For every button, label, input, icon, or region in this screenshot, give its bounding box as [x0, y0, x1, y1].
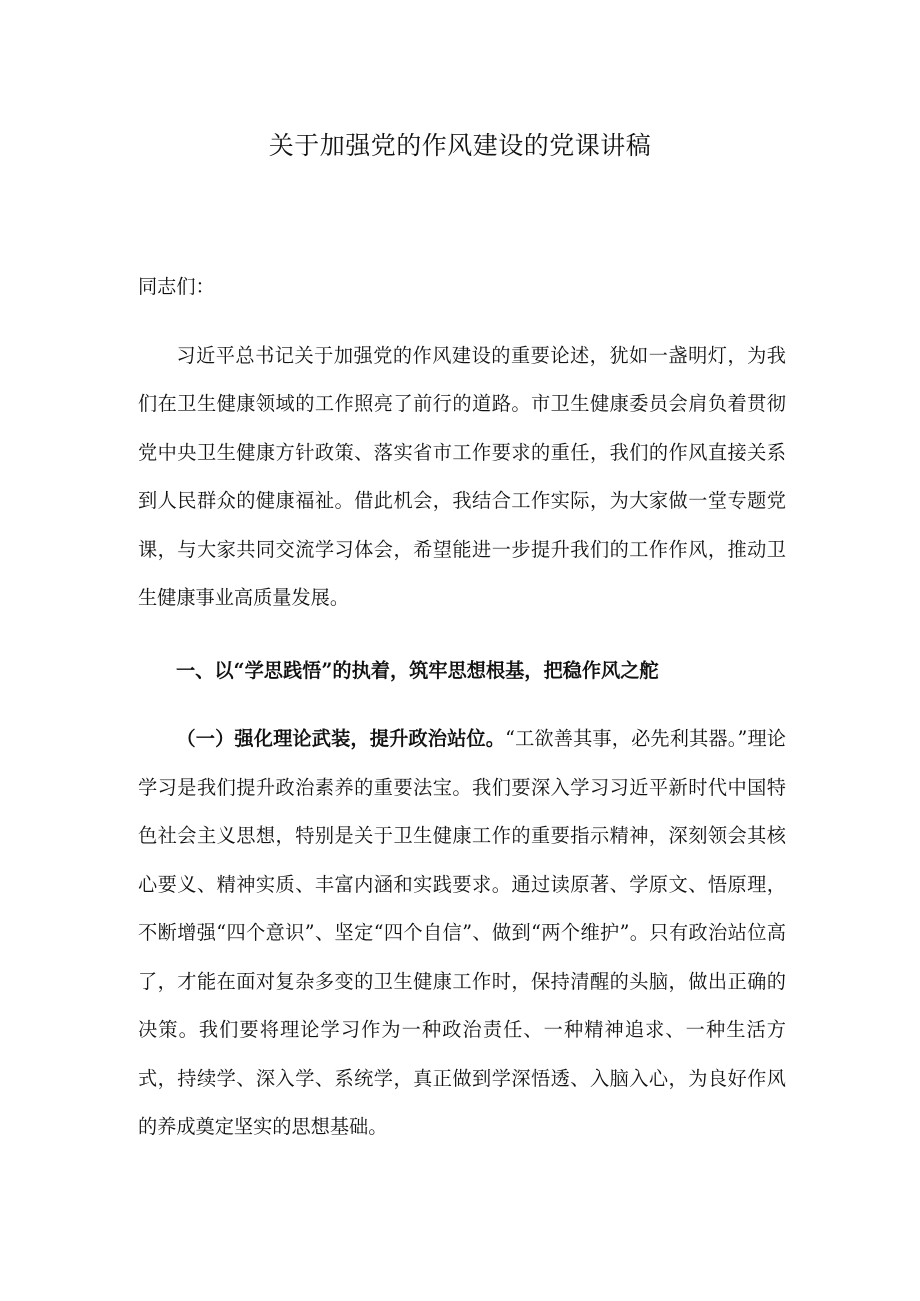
subsection-paragraph [138, 715, 786, 1152]
salutation: 同志们： [138, 275, 215, 298]
document-body [138, 263, 786, 1152]
intro-paragraph: 习近平总书记关于加强党的作风建设的重要论述，犹如一盏明灯，为我们在卫生健康领域的工作照亮了前行的道路。市卫生健康委员会肩负着贯彻党中央卫生健康方针政策、落实省市工作要求的重任，我们的作风直接关系到人民群众的健康福祉。借此机会，我结合工作实际，为大家做一堂专题党课，与大家共同交流学习体会，希望能进一步提升我们的工作作风，推动卫生健康事业高质量发展。 [138, 343, 786, 609]
subsection-text: “工欲善其事，必先利其器。”理论学习是我们提升政治素养的重要法宝。我们要深入学习习近平新时代中国特色社会主义思想，特别是关于卫生健康工作的重要指示精神，深刻领会其核心要义、精神实质、丰富内涵和实践要求。通过读原著、学原文、悟原理，不断增强“四个意识”、坚定“四个自信”、做到“两个维护”。只有政治站位高了，才能在面对复杂多变的卫生健康工作时，保持清醒的头脑，做出正确的决策。我们要将理论学习作为一种政治责任、一种精神追求、一种生活方式，持续学、深入学、系统学，真正做到学深悟透、入脑入心，为良好作风的养成奠定坚实的思想基础。 [138, 727, 786, 1138]
document-title: 关于加强党的作风建设的党课讲稿 [268, 131, 652, 160]
section-heading: 一、以“学思践悟”的执着，筑牢思想根基，把稳作风之舵 [176, 658, 659, 682]
subsection-heading: （一）强化理论武装，提升政治站位。 [176, 727, 506, 750]
